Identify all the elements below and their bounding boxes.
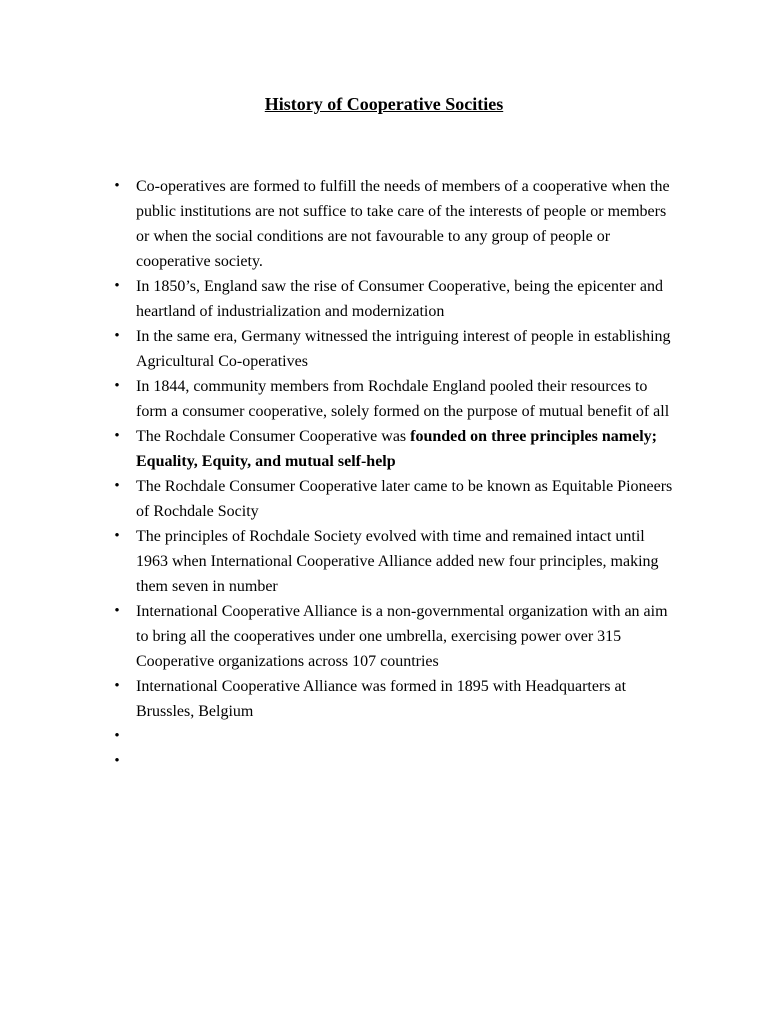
list-item-text: The principles of Rochdale Society evolved with time and remained intact until 1963 when International Cooperative Alliance added new four principles, making them seven in number	[136, 528, 659, 595]
list-item-text: The Rochdale Consumer Cooperative later came to be known as Equitable Pioneers of Rochdale Socity	[136, 478, 673, 520]
bullet-icon: •	[114, 378, 120, 394]
list-item	[110, 599, 680, 674]
bullet-icon: •	[114, 178, 120, 194]
document-title: History of Cooperative Socities	[264, 94, 504, 114]
list-item-text: International Cooperative Alliance is a non-governmental organization with an aim to bring all the cooperatives under one umbrella, exercising power over 315 Cooperative organizations across 107 countries	[136, 603, 668, 670]
list-item	[110, 174, 680, 274]
bullet-list	[110, 174, 680, 774]
bullet-icon: •	[114, 678, 120, 694]
bullet-icon: •	[114, 603, 120, 619]
list-item-text: In 1850’s, England saw the rise of Consumer Cooperative, being the epicenter and heartland of industrialization and modernization	[136, 278, 663, 320]
bullet-icon: •	[114, 753, 120, 769]
list-item-bold-text: founded on three principles namely; Equality, Equity, and mutual self-help	[136, 428, 657, 470]
list-item	[110, 324, 680, 374]
bullet-icon: •	[114, 328, 120, 344]
list-item-text: The Rochdale Consumer Cooperative was	[136, 428, 411, 445]
bullet-icon: •	[114, 728, 120, 744]
list-item	[110, 374, 680, 424]
list-item	[110, 524, 680, 599]
list-item-text: In the same era, Germany witnessed the intriguing interest of people in establishing Agricultural Co-operatives	[136, 328, 671, 370]
list-item-text: International Cooperative Alliance was formed in 1895 with Headquarters at Brussles, Belgium	[136, 678, 627, 720]
list-item-text: In 1844, community members from Rochdale England pooled their resources to form a consumer cooperative, solely formed on the purpose of mutual benefit of all	[136, 378, 670, 420]
list-item	[110, 724, 680, 749]
bullet-icon: •	[114, 428, 120, 444]
list-item	[110, 424, 680, 474]
list-item	[110, 474, 680, 524]
list-item	[110, 674, 680, 724]
list-item-text: Co-operatives are formed to fulfill the needs of members of a cooperative when the public institutions are not suffice to take care of the interests of people or members or when the social conditions are not favourable to any group of people or cooperative society.	[136, 178, 670, 270]
bullet-icon: •	[114, 478, 120, 494]
list-item	[110, 749, 680, 774]
bullet-icon: •	[114, 278, 120, 294]
bullet-icon: •	[114, 528, 120, 544]
list-item	[110, 274, 680, 324]
